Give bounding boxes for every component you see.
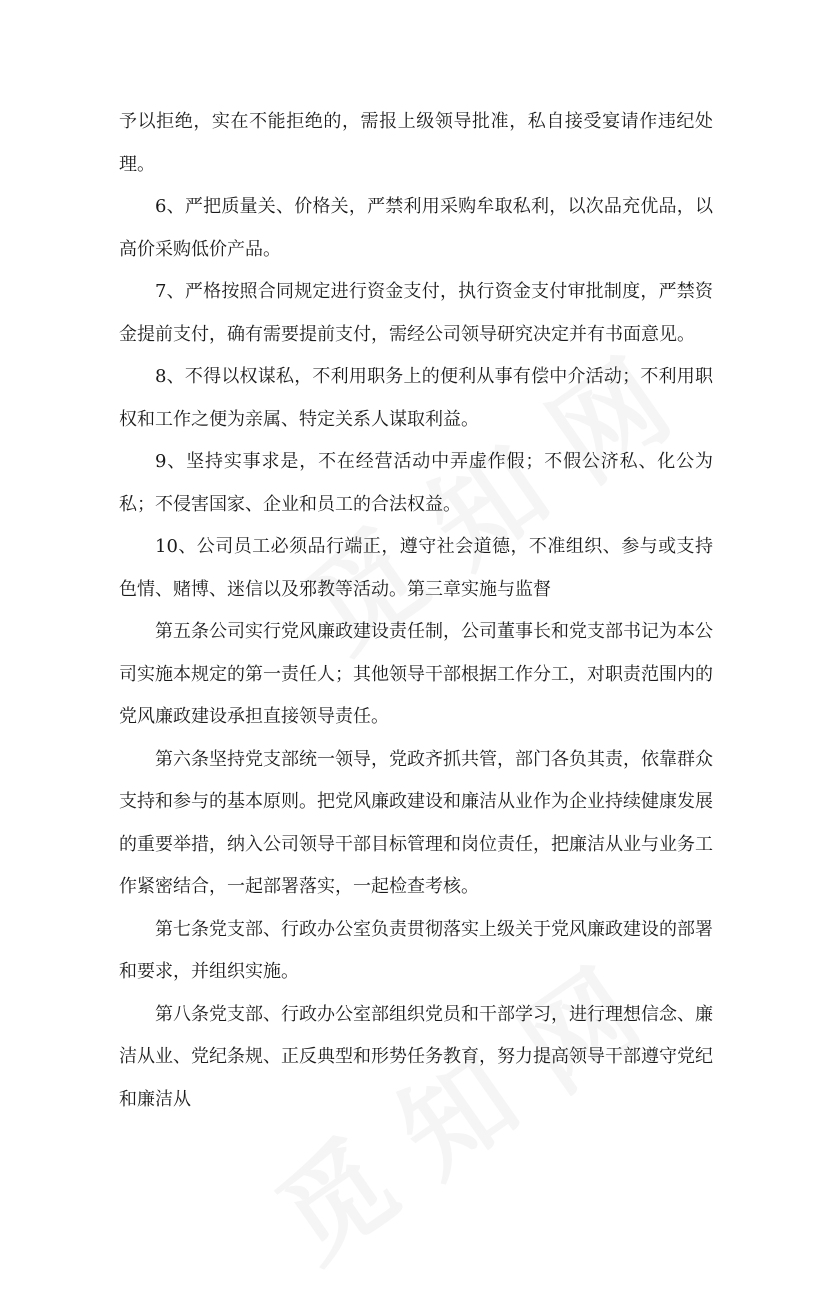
paragraph: 第六条坚持党支部统一领导，党政齐抓共管，部门各负其责，依靠群众支持和参与的基本原则。把党风廉政建设和廉洁从业作为企业持续健康发展的重要举措，纳入公司领导干部目标管理和岗位责任，把廉洁从业与业务工作紧密结合，一起部署落实，一起检查考核。 [119,748,713,897]
paragraph: 10、公司员工必须品行端正，遵守社会道德，不准组织、参与或支持色情、赌博、迷信以及邪教等活动。第三章实施与监督 [119,536,713,600]
paragraph: 6、严把质量关、价格关，严禁利用采购牟取私利，以次品充优品，以高价采购低价产品。 [119,196,713,260]
paragraph: 9、坚持实事求是，不在经营活动中弄虚作假；不假公济私、化公为私；不侵害国家、企业和员工的合法权益。 [119,451,713,515]
paragraph: 8、不得以权谋私，不利用职务上的便利从事有偿中介活动；不利用职权和工作之便为亲属、特定关系人谋取利益。 [119,366,713,430]
paragraph: 7、严格按照合同规定进行资金支付，执行资金支付审批制度，严禁资金提前支付，确有需要提前支付，需经公司领导研究决定并有书面意见。 [119,281,713,345]
paragraph: 第八条党支部、行政办公室部组织党员和干部学习，进行理想信念、廉洁从业、党纪条规、正反典型和形势任务教育，努力提高领导干部遵守党纪和廉洁从 [119,1003,713,1110]
paragraph: 第七条党支部、行政办公室负责贯彻落实上级关于党风廉政建设的部署和要求，并组织实施。 [119,918,713,982]
paragraph: 予以拒绝，实在不能拒绝的，需报上级领导批准，私自接受宴请作违纪处理。 [119,111,713,175]
paragraph: 第五条公司实行党风廉政建设责任制，公司董事长和党支部书记为本公司实施本规定的第一责任人；其他领导干部根据工作分工，对职责范围内的党风廉政建设承担直接领导责任。 [119,621,713,727]
document-body [119,101,713,1121]
